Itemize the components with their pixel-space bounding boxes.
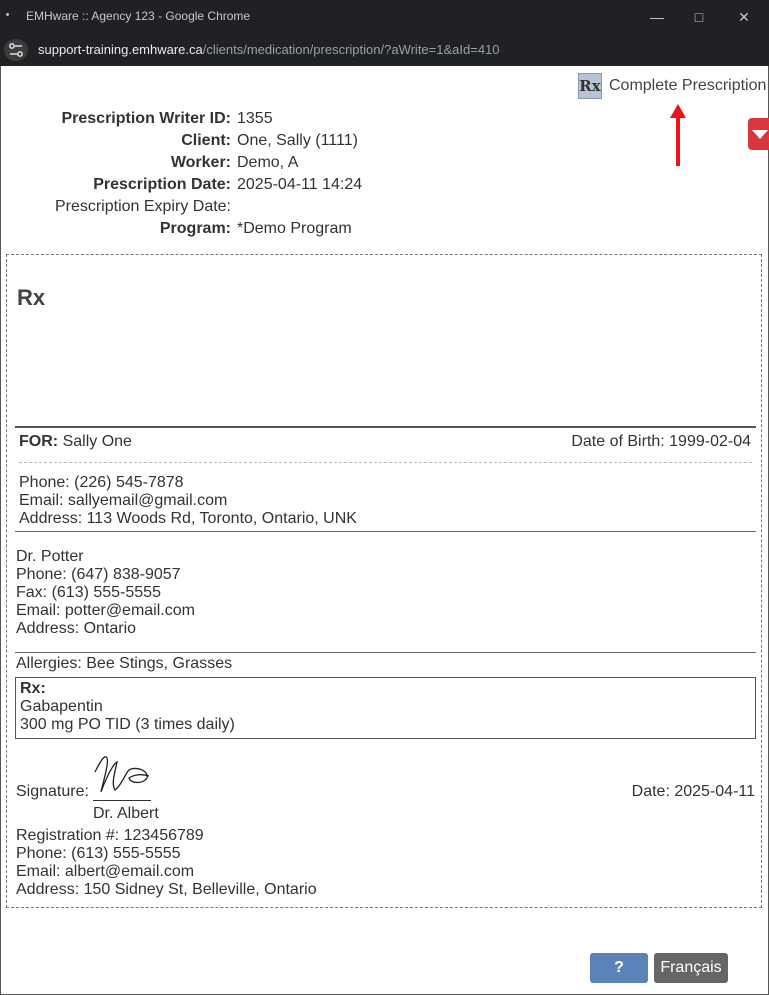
maximize-icon[interactable]: □ <box>694 9 704 25</box>
meta-value: *Demo Program <box>237 220 352 237</box>
meta-row-writer-id <box>1 110 561 132</box>
client-email: Email: sallyemail@gmail.com <box>19 492 228 509</box>
meta-label: Program: <box>159 220 231 237</box>
prescription-page <box>0 66 769 995</box>
signature-image <box>91 752 155 800</box>
browser-chrome <box>0 0 769 66</box>
registration-number: Registration #: 123456789 <box>16 827 204 844</box>
dropdown-toggle-icon[interactable] <box>748 118 769 150</box>
meta-value: 1355 <box>237 110 273 127</box>
divider <box>15 531 756 532</box>
meta-label: Prescription Expiry Date: <box>54 198 231 215</box>
title-bar <box>0 0 769 34</box>
meta-row-program <box>1 220 561 242</box>
meta-row-client <box>1 132 561 154</box>
doctor-phone: Phone: (647) 838-9057 <box>16 566 181 583</box>
meta-row-prescription-date <box>1 176 561 198</box>
meta-label: Prescription Writer ID: <box>61 110 231 127</box>
divider <box>15 652 756 653</box>
for-label: FOR: <box>19 433 59 450</box>
rx-label: Rx: <box>20 680 46 697</box>
meta-label: Prescription Date: <box>93 176 231 193</box>
red-arrow-annotation <box>668 104 688 166</box>
complete-prescription-label: Complete Prescription <box>609 77 767 94</box>
meta-value: One, Sally (1111) <box>237 132 358 149</box>
meta-value: Demo, A <box>237 154 299 171</box>
meta-value: 2025-04-11 14:24 <box>237 176 363 193</box>
prescription-meta <box>1 110 561 242</box>
rx-icon: Rx <box>578 73 602 99</box>
language-button[interactable]: Français <box>654 953 728 983</box>
drug-name: Gabapentin <box>20 698 103 715</box>
signer-address: Address: 150 Sidney St, Belleville, Ontario <box>16 881 317 898</box>
client-phone: Phone: (226) 545-7878 <box>19 474 184 491</box>
meta-row-worker <box>1 154 561 176</box>
address-bar[interactable] <box>0 34 769 66</box>
rx-heading: Rx <box>17 285 46 310</box>
signature-date: Date: 2025-04-11 <box>631 783 755 800</box>
divider <box>15 426 756 428</box>
help-button[interactable]: ? <box>590 953 648 983</box>
site-info-icon[interactable] <box>4 39 28 61</box>
date-of-birth: Date of Birth: 1999-02-04 <box>571 433 751 450</box>
doctor-email: Email: potter@email.com <box>16 602 195 619</box>
meta-label: Client: <box>181 132 231 149</box>
signature-line <box>93 800 151 801</box>
signer-email: Email: albert@email.com <box>16 863 195 880</box>
client-address: Address: 113 Woods Rd, Toronto, Ontario, UNK <box>19 510 357 527</box>
window-title: EMHware :: Agency 123 - Google Chrome <box>26 9 251 23</box>
client-name: Sally One <box>62 433 132 450</box>
meta-label: Worker: <box>170 154 231 171</box>
complete-prescription-button[interactable] <box>578 72 766 100</box>
signature-label: Signature: <box>16 783 89 800</box>
url-text[interactable]: support-training.emhware.ca/clients/medication/prescription/?aWrite=1&aId=410 <box>38 42 500 57</box>
close-icon[interactable]: ✕ <box>738 9 750 25</box>
dosage: 300 mg PO TID (3 times daily) <box>20 716 235 733</box>
meta-row-expiry-date <box>1 198 561 220</box>
allergies: Allergies: Bee Stings, Grasses <box>16 655 233 672</box>
doctor-address: Address: Ontario <box>16 620 137 637</box>
minimize-icon[interactable]: — <box>650 9 664 25</box>
divider <box>19 462 752 463</box>
signer-phone: Phone: (613) 555-5555 <box>16 845 181 862</box>
app-icon <box>6 13 9 16</box>
doctor-fax: Fax: (613) 555-5555 <box>16 584 161 601</box>
medication-box <box>15 677 756 739</box>
doctor-name: Dr. Potter <box>16 548 84 565</box>
prescription-form <box>6 254 762 908</box>
signer-name: Dr. Albert <box>93 805 159 822</box>
for-line <box>19 433 132 451</box>
